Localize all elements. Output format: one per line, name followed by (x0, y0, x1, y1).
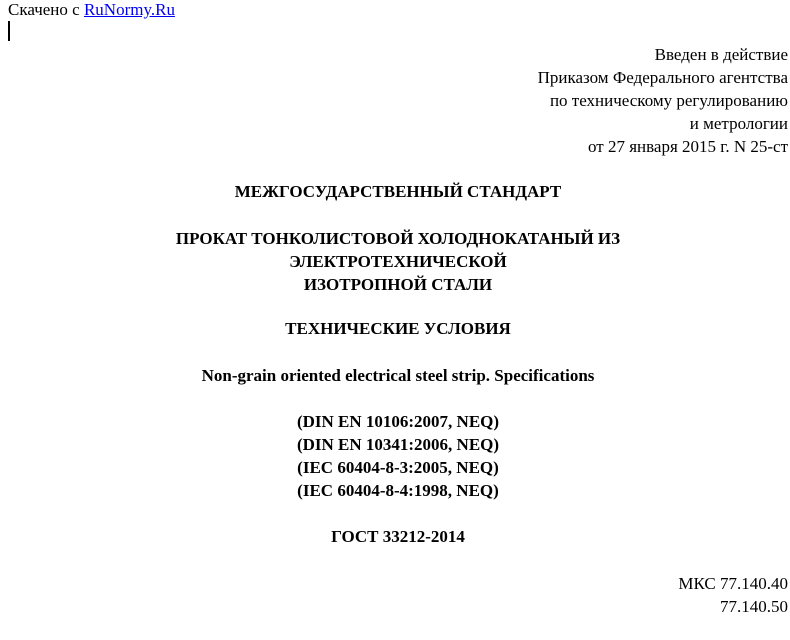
conditions-heading: ТЕХНИЧЕСКИЕ УСЛОВИЯ (285, 319, 511, 338)
source-line (8, 0, 175, 20)
runormy-link[interactable]: RuNormy.Ru (83, 0, 175, 19)
reference-standards (0, 410, 790, 502)
enactment-line: Введен в действие (654, 45, 788, 64)
document-title (0, 227, 790, 296)
enactment-line: от 27 января 2015 г. N 25-ст (587, 137, 788, 156)
enactment-block (538, 43, 788, 158)
source-prefix: Скачено с (8, 0, 84, 19)
mks-codes (678, 572, 788, 618)
title-line: ИЗОТРОПНОЙ СТАЛИ (303, 275, 493, 294)
reference-item: (DIN EN 10341:2006, NEQ) (296, 435, 500, 454)
reference-item: (IEC 60404-8-3:2005, NEQ) (297, 458, 499, 477)
enactment-line: Приказом Федерального агентства (537, 68, 788, 87)
text-cursor (8, 21, 10, 41)
enactment-line: и метрологии (689, 114, 788, 133)
standard-type-heading: МЕЖГОСУДАРСТВЕННЫЙ СТАНДАРТ (234, 182, 562, 201)
mks-line: МКС 77.140.40 (678, 574, 788, 593)
english-title: Non-grain oriented electrical steel strip. Specifications (201, 366, 595, 385)
enactment-line: по техническому регулированию (549, 91, 788, 110)
title-line: ЭЛЕКТРОТЕХНИЧЕСКОЙ (289, 252, 507, 271)
mks-line: 77.140.50 (720, 597, 788, 616)
gost-number: ГОСТ 33212-2014 (331, 527, 465, 546)
reference-item: (IEC 60404-8-4:1998, NEQ) (297, 481, 499, 500)
title-line: ПРОКАТ ТОНКОЛИСТОВОЙ ХОЛОДНОКАТАНЫЙ ИЗ (175, 229, 621, 248)
reference-item: (DIN EN 10106:2007, NEQ) (296, 412, 500, 431)
